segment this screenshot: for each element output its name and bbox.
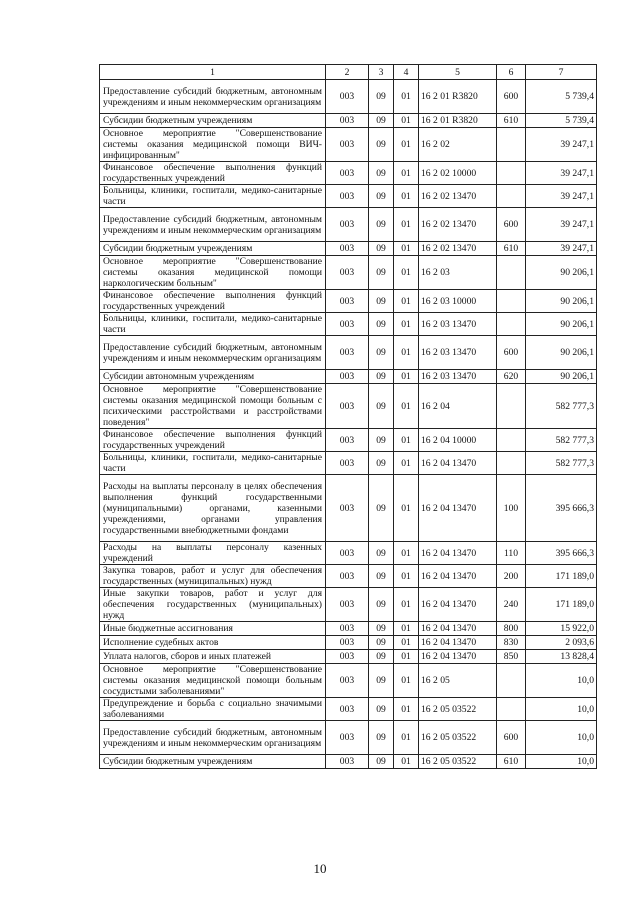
row-code-admin: 003 (326, 208, 369, 242)
row-amount: 10,0 (526, 721, 597, 755)
row-code-target: 16 2 04 13470 (419, 565, 497, 588)
table-row (100, 664, 597, 698)
row-code-target: 16 2 04 (419, 384, 497, 429)
row-name: Основное мероприятие "Совершенствование системы оказания медицинской помощи наркологическим больным" (100, 256, 326, 290)
row-code-expense: 240 (497, 588, 526, 622)
row-code-expense: 600 (497, 336, 526, 370)
row-code-section: 09 (369, 452, 394, 475)
row-amount: 90 206,1 (526, 256, 597, 290)
row-name: Финансовое обеспечение выполнения функций государственных учреждений (100, 429, 326, 452)
row-code-expense: 850 (497, 650, 526, 664)
row-amount: 171 189,0 (526, 588, 597, 622)
header-cell: 4 (394, 65, 419, 80)
row-code-admin: 003 (326, 256, 369, 290)
row-code-target: 16 2 04 13470 (419, 588, 497, 622)
row-code-section: 09 (369, 256, 394, 290)
row-code-admin: 003 (326, 114, 369, 128)
row-name: Иные бюджетные ассигнования (100, 622, 326, 636)
row-name: Финансовое обеспечение выполнения функций государственных учреждений (100, 290, 326, 313)
row-amount: 39 247,1 (526, 185, 597, 208)
row-code-admin: 003 (326, 290, 369, 313)
row-code-subsection: 01 (394, 588, 419, 622)
row-code-subsection: 01 (394, 114, 419, 128)
row-name: Расходы на выплаты персоналу казенных учреждений (100, 542, 326, 565)
row-code-section: 09 (369, 650, 394, 664)
row-code-section: 09 (369, 80, 394, 114)
row-code-target: 16 2 04 13470 (419, 650, 497, 664)
row-code-admin: 003 (326, 636, 369, 650)
row-amount: 395 666,3 (526, 475, 597, 542)
row-code-target: 16 2 04 13470 (419, 636, 497, 650)
row-code-subsection: 01 (394, 755, 419, 769)
row-code-section: 09 (369, 636, 394, 650)
row-code-expense (497, 664, 526, 698)
row-code-expense: 830 (497, 636, 526, 650)
table-row (100, 636, 597, 650)
row-code-expense (497, 162, 526, 185)
row-code-subsection: 01 (394, 429, 419, 452)
row-code-subsection: 01 (394, 256, 419, 290)
table-row (100, 370, 597, 384)
row-code-subsection: 01 (394, 313, 419, 336)
row-code-section: 09 (369, 242, 394, 256)
row-code-expense (497, 452, 526, 475)
row-code-subsection: 01 (394, 664, 419, 698)
row-code-target: 16 2 03 13470 (419, 313, 497, 336)
row-code-section: 09 (369, 664, 394, 698)
row-code-target: 16 2 02 13470 (419, 242, 497, 256)
row-code-subsection: 01 (394, 80, 419, 114)
row-name: Предоставление субсидий бюджетным, автономным учреждениям и иным некоммерческим организациям (100, 721, 326, 755)
table-row (100, 313, 597, 336)
row-code-subsection: 01 (394, 336, 419, 370)
row-code-target: 16 2 03 (419, 256, 497, 290)
row-code-target: 16 2 04 13470 (419, 622, 497, 636)
row-code-admin: 003 (326, 565, 369, 588)
row-name: Предоставление субсидий бюджетным, автономным учреждениям и иным некоммерческим организациям (100, 80, 326, 114)
row-amount: 582 777,3 (526, 429, 597, 452)
header-cell: 2 (326, 65, 369, 80)
budget-table (99, 64, 597, 769)
row-code-subsection: 01 (394, 162, 419, 185)
row-code-section: 09 (369, 185, 394, 208)
row-code-admin: 003 (326, 650, 369, 664)
row-name: Расходы на выплаты персоналу в целях обеспечения выполнения функций государственными (муниципальными) органами, казенными учреждениями, органами управления государственными внебюджетными фондами (100, 475, 326, 542)
row-code-target: 16 2 01 R3820 (419, 80, 497, 114)
row-amount: 582 777,3 (526, 384, 597, 429)
row-code-subsection: 01 (394, 452, 419, 475)
row-code-subsection: 01 (394, 698, 419, 721)
row-name: Уплата налогов, сборов и иных платежей (100, 650, 326, 664)
row-code-expense: 610 (497, 755, 526, 769)
row-code-section: 09 (369, 429, 394, 452)
row-code-section: 09 (369, 755, 394, 769)
table-row (100, 565, 597, 588)
row-code-section: 09 (369, 313, 394, 336)
row-name: Субсидии бюджетным учреждениям (100, 114, 326, 128)
row-code-admin: 003 (326, 128, 369, 162)
row-code-admin: 003 (326, 336, 369, 370)
row-amount: 90 206,1 (526, 290, 597, 313)
row-code-expense (497, 128, 526, 162)
row-amount: 90 206,1 (526, 336, 597, 370)
row-code-section: 09 (369, 542, 394, 565)
row-name: Субсидии бюджетным учреждениям (100, 242, 326, 256)
row-code-section: 09 (369, 128, 394, 162)
row-amount: 13 828,4 (526, 650, 597, 664)
row-code-subsection: 01 (394, 290, 419, 313)
table-row (100, 475, 597, 542)
row-name: Основное мероприятие "Совершенствование системы оказания медицинской помощи больным сосудистыми заболеваниями" (100, 664, 326, 698)
row-code-subsection: 01 (394, 242, 419, 256)
row-code-target: 16 2 04 13470 (419, 452, 497, 475)
table-row (100, 256, 597, 290)
table-row (100, 452, 597, 475)
row-amount: 10,0 (526, 664, 597, 698)
row-code-admin: 003 (326, 664, 369, 698)
row-code-subsection: 01 (394, 384, 419, 429)
row-amount: 90 206,1 (526, 370, 597, 384)
table-row (100, 721, 597, 755)
row-code-subsection: 01 (394, 208, 419, 242)
row-code-section: 09 (369, 162, 394, 185)
row-code-subsection: 01 (394, 636, 419, 650)
row-code-admin: 003 (326, 542, 369, 565)
row-name: Иные закупки товаров, работ и услуг для обеспечения государственных (муниципальных) нужд (100, 588, 326, 622)
table-row (100, 162, 597, 185)
row-code-target: 16 2 05 (419, 664, 497, 698)
row-code-admin: 003 (326, 698, 369, 721)
row-code-subsection: 01 (394, 542, 419, 565)
row-code-expense (497, 384, 526, 429)
row-code-section: 09 (369, 698, 394, 721)
row-code-admin: 003 (326, 622, 369, 636)
row-code-admin: 003 (326, 242, 369, 256)
row-name: Больницы, клиники, госпитали, медико-санитарные части (100, 185, 326, 208)
row-name: Финансовое обеспечение выполнения функций государственных учреждений (100, 162, 326, 185)
row-code-target: 16 2 01 R3820 (419, 114, 497, 128)
row-name: Субсидии бюджетным учреждениям (100, 755, 326, 769)
row-amount: 5 739,4 (526, 114, 597, 128)
row-code-expense: 600 (497, 721, 526, 755)
row-code-expense: 600 (497, 80, 526, 114)
row-code-subsection: 01 (394, 650, 419, 664)
row-code-expense: 620 (497, 370, 526, 384)
row-code-expense (497, 256, 526, 290)
row-code-admin: 003 (326, 80, 369, 114)
table-header-row (100, 65, 597, 80)
row-code-target: 16 2 04 13470 (419, 475, 497, 542)
row-amount: 10,0 (526, 755, 597, 769)
row-code-target: 16 2 04 10000 (419, 429, 497, 452)
header-cell: 6 (497, 65, 526, 80)
row-code-target: 16 2 05 03522 (419, 755, 497, 769)
row-amount: 39 247,1 (526, 208, 597, 242)
table-row (100, 80, 597, 114)
row-code-expense (497, 185, 526, 208)
row-code-section: 09 (369, 384, 394, 429)
row-name: Основное мероприятие "Совершенствование системы оказания медицинской помощи больным с психическими расстройствами и расстройствами поведения" (100, 384, 326, 429)
page-number: 10 (313, 861, 327, 876)
row-code-target: 16 2 05 03522 (419, 698, 497, 721)
row-name: Закупка товаров, работ и услуг для обеспечения государственных (муниципальных) нужд (100, 565, 326, 588)
table-row (100, 185, 597, 208)
row-code-admin: 003 (326, 185, 369, 208)
row-code-section: 09 (369, 721, 394, 755)
row-code-target: 16 2 02 13470 (419, 208, 497, 242)
row-code-target: 16 2 05 03522 (419, 721, 497, 755)
row-code-target: 16 2 03 13470 (419, 336, 497, 370)
row-amount: 582 777,3 (526, 452, 597, 475)
row-code-expense: 100 (497, 475, 526, 542)
row-code-section: 09 (369, 208, 394, 242)
row-code-admin: 003 (326, 370, 369, 384)
row-code-target: 16 2 02 10000 (419, 162, 497, 185)
row-code-target: 16 2 03 10000 (419, 290, 497, 313)
row-amount: 2 093,6 (526, 636, 597, 650)
row-code-section: 09 (369, 336, 394, 370)
row-code-subsection: 01 (394, 370, 419, 384)
row-code-section: 09 (369, 565, 394, 588)
table-row (100, 242, 597, 256)
row-code-admin: 003 (326, 384, 369, 429)
row-amount: 10,0 (526, 698, 597, 721)
table-row (100, 114, 597, 128)
row-name: Предоставление субсидий бюджетным, автономным учреждениям и иным некоммерческим организациям (100, 336, 326, 370)
row-code-target: 16 2 02 (419, 128, 497, 162)
row-code-expense (497, 429, 526, 452)
row-amount: 39 247,1 (526, 128, 597, 162)
row-code-section: 09 (369, 290, 394, 313)
row-amount: 171 189,0 (526, 565, 597, 588)
row-code-expense: 610 (497, 242, 526, 256)
row-amount: 39 247,1 (526, 162, 597, 185)
row-code-subsection: 01 (394, 185, 419, 208)
table-row (100, 290, 597, 313)
row-name: Предупреждение и борьба с социально значимыми заболеваниями (100, 698, 326, 721)
row-code-expense (497, 313, 526, 336)
row-amount: 395 666,3 (526, 542, 597, 565)
row-code-expense: 610 (497, 114, 526, 128)
table-row (100, 622, 597, 636)
row-code-admin: 003 (326, 162, 369, 185)
row-code-admin: 003 (326, 588, 369, 622)
row-code-admin: 003 (326, 452, 369, 475)
table-row (100, 128, 597, 162)
row-code-section: 09 (369, 588, 394, 622)
header-cell: 5 (419, 65, 497, 80)
row-code-admin: 003 (326, 721, 369, 755)
table-row (100, 650, 597, 664)
row-code-subsection: 01 (394, 622, 419, 636)
table-row (100, 384, 597, 429)
row-code-section: 09 (369, 370, 394, 384)
row-name: Предоставление субсидий бюджетным, автономным учреждениям и иным некоммерческим организациям (100, 208, 326, 242)
row-code-section: 09 (369, 114, 394, 128)
row-code-section: 09 (369, 622, 394, 636)
row-code-target: 16 2 02 13470 (419, 185, 497, 208)
row-name: Основное мероприятие "Совершенствование системы оказания медицинской помощи ВИЧ-инфицированным" (100, 128, 326, 162)
row-amount: 5 739,4 (526, 80, 597, 114)
header-cell: 3 (369, 65, 394, 80)
row-name: Исполнение судебных актов (100, 636, 326, 650)
row-code-expense: 110 (497, 542, 526, 565)
table-row (100, 208, 597, 242)
table-row (100, 755, 597, 769)
row-code-subsection: 01 (394, 721, 419, 755)
table-row (100, 542, 597, 565)
row-name: Больницы, клиники, госпитали, медико-санитарные части (100, 452, 326, 475)
row-name: Больницы, клиники, госпитали, медико-санитарные части (100, 313, 326, 336)
row-amount: 39 247,1 (526, 242, 597, 256)
row-code-admin: 003 (326, 429, 369, 452)
row-code-subsection: 01 (394, 475, 419, 542)
table-row (100, 588, 597, 622)
row-code-expense: 200 (497, 565, 526, 588)
row-code-admin: 003 (326, 313, 369, 336)
row-code-expense: 800 (497, 622, 526, 636)
row-code-target: 16 2 04 13470 (419, 542, 497, 565)
row-amount: 15 922,0 (526, 622, 597, 636)
header-cell: 1 (100, 65, 326, 80)
row-code-admin: 003 (326, 755, 369, 769)
row-code-expense (497, 698, 526, 721)
row-code-admin: 003 (326, 475, 369, 542)
table-row (100, 698, 597, 721)
row-code-subsection: 01 (394, 565, 419, 588)
table-row (100, 429, 597, 452)
header-cell: 7 (526, 65, 597, 80)
row-code-expense (497, 290, 526, 313)
row-amount: 90 206,1 (526, 313, 597, 336)
row-code-section: 09 (369, 475, 394, 542)
row-code-target: 16 2 03 13470 (419, 370, 497, 384)
table-row (100, 336, 597, 370)
row-code-expense: 600 (497, 208, 526, 242)
row-code-subsection: 01 (394, 128, 419, 162)
row-name: Субсидии автономным учреждениям (100, 370, 326, 384)
